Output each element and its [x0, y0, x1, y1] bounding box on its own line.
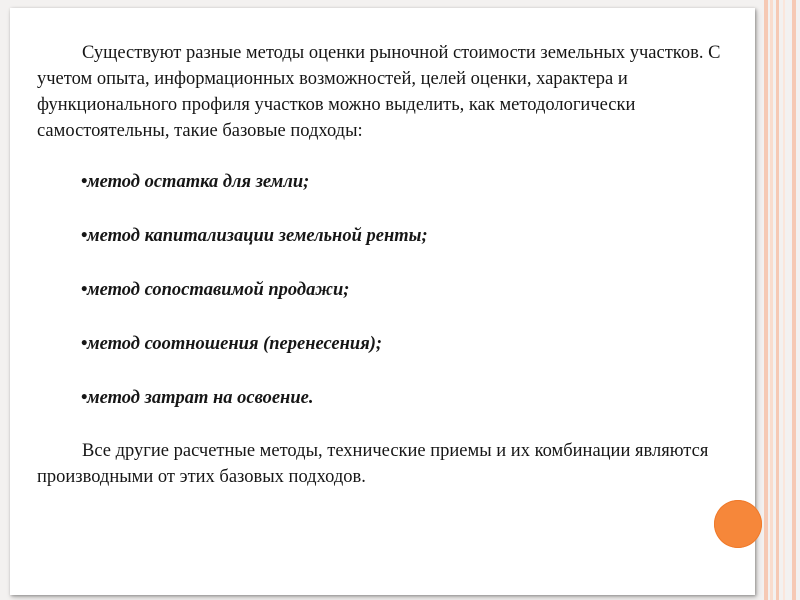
- decorative-stripe: [776, 0, 779, 600]
- bullet: •: [81, 172, 88, 192]
- decorative-stripe: [783, 0, 785, 600]
- closing-paragraph: Все другие расчетные методы, технические приемы и их комбинации являются производными от этих базовых подходов.: [37, 441, 709, 487]
- method-item: [37, 169, 752, 223]
- decorative-stripe: [764, 0, 768, 600]
- bullet: •: [81, 226, 88, 246]
- method-label: метод затрат на освоение.: [87, 388, 314, 408]
- method-label: метод сопоставимой продажи;: [87, 280, 350, 300]
- orange-circle-decoration: [714, 500, 762, 548]
- slide-text: [37, 40, 752, 490]
- bullet: •: [81, 334, 88, 354]
- bullet: •: [81, 388, 88, 408]
- method-label: метод остатка для земли;: [87, 172, 310, 192]
- decorative-stripe: [792, 0, 796, 600]
- decorative-stripe: [770, 0, 773, 600]
- method-label: метод капитализации земельной ренты;: [87, 226, 428, 246]
- method-item: [37, 331, 752, 385]
- bullet: •: [81, 280, 88, 300]
- intro-paragraph: Существуют разные методы оценки рыночной стоимости земельных участков. С учетом опыта, информационных возможностей, целей оценки, характера и функционального профиля участков можно выделить, как методологически самостоятельны, такие базовые подходы:: [37, 43, 721, 141]
- method-item: [37, 223, 752, 277]
- methods-list: [37, 169, 752, 439]
- method-label: метод соотношения (перенесения);: [87, 334, 383, 354]
- method-item: [37, 385, 752, 439]
- method-item: [37, 277, 752, 331]
